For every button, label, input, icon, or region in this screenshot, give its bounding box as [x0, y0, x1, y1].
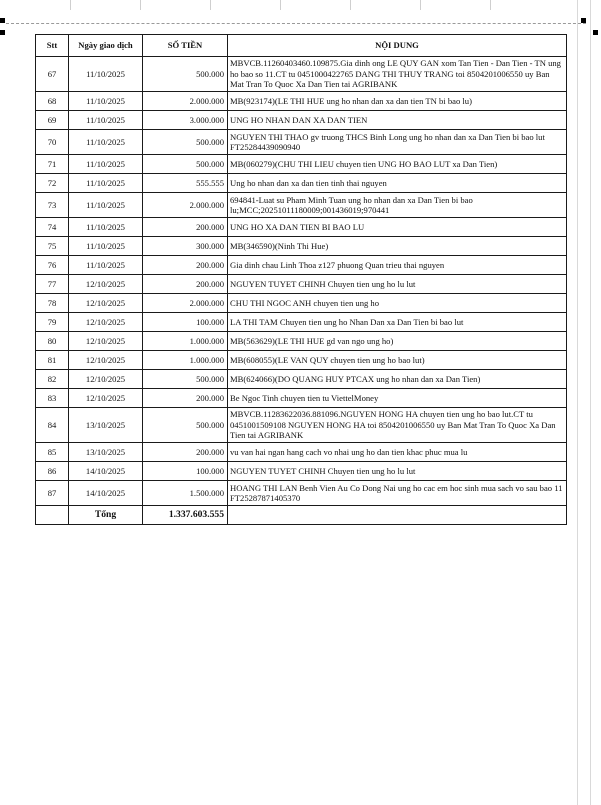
- table-row: [36, 275, 567, 294]
- cell-date: 11/10/2025: [69, 130, 143, 155]
- cell-content: MB(624066)(DO QUANG HUY PTCAX ung ho nhan dan xa Dan Tien): [228, 370, 567, 389]
- cell-stt: 77: [36, 275, 69, 294]
- cell-stt: 81: [36, 351, 69, 370]
- resize-handle[interactable]: [0, 18, 5, 23]
- cell-stt: 68: [36, 92, 69, 111]
- table-row: [36, 389, 567, 408]
- cell-amount: 300.000: [143, 237, 228, 256]
- cell-stt: 83: [36, 389, 69, 408]
- table-header-row: [36, 35, 567, 57]
- cell-date: 14/10/2025: [69, 481, 143, 506]
- cell-date: 11/10/2025: [69, 111, 143, 130]
- cell-date: 11/10/2025: [69, 155, 143, 174]
- cell-content: UNG HO NHAN DAN XA DAN TIEN: [228, 111, 567, 130]
- cell-date: 12/10/2025: [69, 389, 143, 408]
- cell-stt: 73: [36, 193, 69, 218]
- cell-stt: 80: [36, 332, 69, 351]
- cell-content: MB(923174)(LE THI HUE ung ho nhan dan xa dan tien TN bi bao lu): [228, 92, 567, 111]
- cell-date: 11/10/2025: [69, 237, 143, 256]
- cell-stt: 84: [36, 408, 69, 443]
- cell-stt: 82: [36, 370, 69, 389]
- cell-date: 11/10/2025: [69, 193, 143, 218]
- cell-amount: 200.000: [143, 443, 228, 462]
- header-stt: Stt: [36, 35, 69, 57]
- cell-amount: 3.000.000: [143, 111, 228, 130]
- cell-amount: 500.000: [143, 408, 228, 443]
- cell-amount: 500.000: [143, 155, 228, 174]
- cell-date: 12/10/2025: [69, 370, 143, 389]
- page-margin-line: [577, 0, 578, 805]
- table-row: [36, 313, 567, 332]
- cell-amount: 100.000: [143, 462, 228, 481]
- table-row: [36, 351, 567, 370]
- cell-amount: 200.000: [143, 256, 228, 275]
- cell-amount: 200.000: [143, 389, 228, 408]
- cell-date: 12/10/2025: [69, 294, 143, 313]
- cell-stt: 69: [36, 111, 69, 130]
- cell-date: 12/10/2025: [69, 351, 143, 370]
- cell-content: MBVCB.11283622036.881096.NGUYEN HONG HA chuyen tien ung ho bao lut.CT tu 0451001509108 NGUYEN HONG HA toi 8504201006550 uy Ban Mat Tran To Quoc Xa Dan Tien tai AGRIBANK: [228, 408, 567, 443]
- resize-handle[interactable]: [581, 18, 586, 23]
- cell-date: 11/10/2025: [69, 174, 143, 193]
- cell-content: vu van hai ngan hang cach vo nhai ung ho dan tien khac phuc mua lu: [228, 443, 567, 462]
- table-row: [36, 481, 567, 506]
- cell-stt: 72: [36, 174, 69, 193]
- page-margin-line: [590, 0, 591, 805]
- table-row: [36, 462, 567, 481]
- cell-content: 694841-Luat su Pham Minh Tuan ung ho nhan dan xa Dan Tien bi bao lu;MCC;20251011180009;001436019;970441: [228, 193, 567, 218]
- table-row: [36, 332, 567, 351]
- table-row: [36, 111, 567, 130]
- resize-handle[interactable]: [593, 30, 598, 35]
- table-row: [36, 57, 567, 92]
- cell-content: NGUYEN THI THAO gv truong THCS Binh Long ung ho nhan dan xa Dan Tien bi bao lut FT25284439090940: [228, 130, 567, 155]
- cell-amount: 2.000.000: [143, 92, 228, 111]
- table-row: [36, 370, 567, 389]
- cell-amount: 500.000: [143, 130, 228, 155]
- cell-amount: 1.000.000: [143, 332, 228, 351]
- table-row: [36, 155, 567, 174]
- cell-empty: [36, 506, 69, 525]
- cell-stt: 67: [36, 57, 69, 92]
- cell-stt: 85: [36, 443, 69, 462]
- cell-content: UNG HO XA DAN TIEN BI BAO LU: [228, 218, 567, 237]
- resize-handle[interactable]: [0, 30, 5, 35]
- cell-empty: [228, 506, 567, 525]
- cell-content: HOANG THI LAN Benh Vien Au Co Dong Nai ung ho cac em hoc sinh mua sach vo sau bao 11 FT25287871405370: [228, 481, 567, 506]
- page-top-guides: [0, 0, 601, 30]
- cell-content: Gia dinh chau Linh Thoa z127 phuong Quan trieu thai nguyen: [228, 256, 567, 275]
- cell-date: 13/10/2025: [69, 408, 143, 443]
- table-row: [36, 92, 567, 111]
- donation-table: [35, 34, 567, 525]
- cell-amount: 1.000.000: [143, 351, 228, 370]
- table-row: [36, 193, 567, 218]
- cell-stt: 74: [36, 218, 69, 237]
- selection-frame: [6, 23, 586, 24]
- table-row: [36, 237, 567, 256]
- cell-stt: 79: [36, 313, 69, 332]
- table-row: [36, 256, 567, 275]
- cell-content: MB(608055)(LE VAN QUY chuyen tien ung ho bao lut): [228, 351, 567, 370]
- cell-date: 12/10/2025: [69, 313, 143, 332]
- cell-amount: 200.000: [143, 275, 228, 294]
- cell-stt: 70: [36, 130, 69, 155]
- header-amount: SỐ TIỀN: [143, 35, 228, 57]
- cell-content: Ung ho nhan dan xa dan tien tinh thai nguyen: [228, 174, 567, 193]
- table-row: [36, 174, 567, 193]
- cell-date: 14/10/2025: [69, 462, 143, 481]
- cell-stt: 76: [36, 256, 69, 275]
- header-date: Ngày giao dịch: [69, 35, 143, 57]
- cell-date: 11/10/2025: [69, 218, 143, 237]
- cell-content: MB(346590)(Ninh Thi Hue): [228, 237, 567, 256]
- cell-content: Be Ngoc Tinh chuyen tien tu ViettelMoney: [228, 389, 567, 408]
- total-amount: 1.337.603.555: [143, 506, 228, 525]
- cell-content: MBVCB.11260403460.109875.Gia dinh ong LE QUY GAN xom Tan Tien - Dan Tien - TN ung ho bao so 11.CT tu 0451000422765 DANG THI THUY TRANG toi 8504201006550 uy Ban Mat Tran To Quoc Xa Dan Tien tai AGRIBANK: [228, 57, 567, 92]
- total-row: [36, 506, 567, 525]
- cell-stt: 87: [36, 481, 69, 506]
- cell-amount: 500.000: [143, 370, 228, 389]
- cell-date: 12/10/2025: [69, 332, 143, 351]
- table-row: [36, 130, 567, 155]
- table-row: [36, 218, 567, 237]
- cell-stt: 86: [36, 462, 69, 481]
- cell-content: NGUYEN TUYET CHINH Chuyen tien ung ho lu lut: [228, 462, 567, 481]
- table-row: [36, 294, 567, 313]
- cell-date: 11/10/2025: [69, 92, 143, 111]
- cell-date: 12/10/2025: [69, 275, 143, 294]
- cell-date: 11/10/2025: [69, 57, 143, 92]
- cell-content: MB(563629)(LE THI HUE gd van ngo ung ho): [228, 332, 567, 351]
- cell-amount: 100.000: [143, 313, 228, 332]
- cell-date: 11/10/2025: [69, 256, 143, 275]
- cell-content: LA THI TAM Chuyen tien ung ho Nhan Dan xa Dan Tien bi bao lut: [228, 313, 567, 332]
- cell-content: NGUYEN TUYET CHINH Chuyen tien ung ho lu lut: [228, 275, 567, 294]
- table-row: [36, 443, 567, 462]
- cell-amount: 200.000: [143, 218, 228, 237]
- cell-amount: 555.555: [143, 174, 228, 193]
- header-content: NỘI DUNG: [228, 35, 567, 57]
- cell-content: CHU THI NGOC ANH chuyen tien ung ho: [228, 294, 567, 313]
- cell-stt: 71: [36, 155, 69, 174]
- cell-amount: 1.500.000: [143, 481, 228, 506]
- cell-stt: 78: [36, 294, 69, 313]
- cell-date: 13/10/2025: [69, 443, 143, 462]
- cell-stt: 75: [36, 237, 69, 256]
- cell-amount: 2.000.000: [143, 294, 228, 313]
- total-label: Tổng: [69, 506, 143, 525]
- cell-amount: 2.000.000: [143, 193, 228, 218]
- cell-amount: 500.000: [143, 57, 228, 92]
- table-row: [36, 408, 567, 443]
- cell-content: MB(060279)(CHU THI LIEU chuyen tien UNG HO BAO LUT xa Dan Tien): [228, 155, 567, 174]
